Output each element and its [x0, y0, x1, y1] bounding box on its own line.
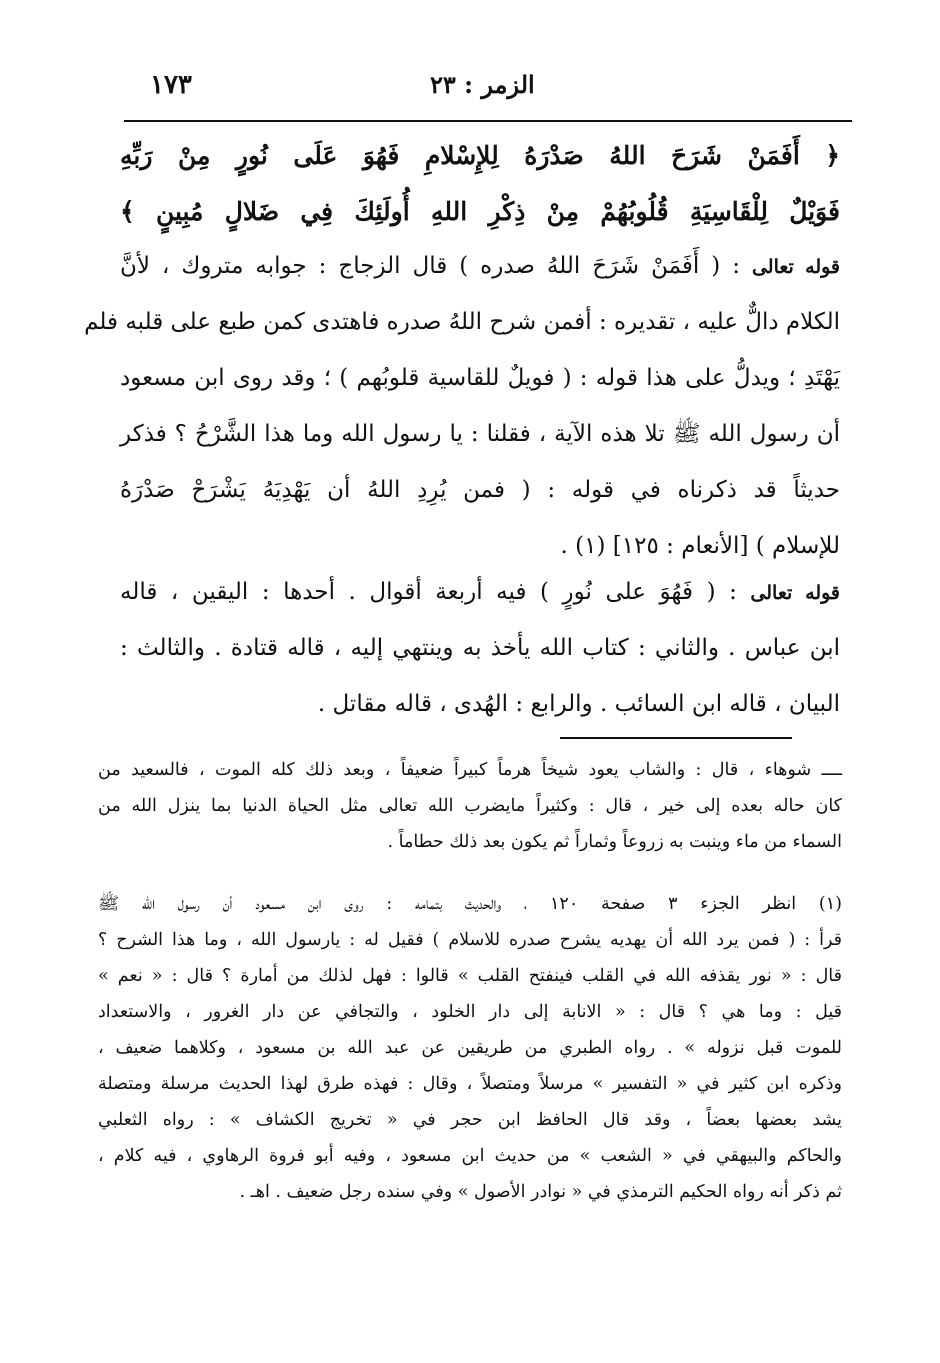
verse-block — [120, 128, 840, 240]
footnote-line: وذكره ابن كثير في « التفسير » مرسلاً ومتصلاً ، وقال : فهذه طرق لهذا الحديث مرسلة ومتصلة — [98, 1074, 842, 1094]
footnote-line: كان حاله بعده إلى خير ، قال : وكثيراً مايضرب الله تعالى مثل الحياة الدنيا بما ينزل الله من — [98, 796, 842, 816]
footnote-line: ثم ذكر أنه رواه الحكيم الترمذي في « نوادر الأصول » وفي سنده رجل ضعيف . اهـ . — [239, 1182, 842, 1202]
paragraph-line: البيان ، قاله ابن السائب . والرابع : الهُدى ، قاله مقاتل . — [317, 691, 840, 717]
page-header — [130, 70, 830, 110]
verse-line: ﴿ أَفَمَنْ شَرَحَ اللهُ صَدْرَهُ لِلإِسْلامِ فَهُوَ عَلَى نُورٍ مِنْ رَبِّهِ — [120, 141, 840, 170]
paragraph-line: أن رسول الله ﷺ تلا هذه الآية ، فقلنا : يا رسول الله وما هذا الشَّرْحُ ؟ فذكر — [120, 421, 840, 447]
footnote-line: ــــ شوهاء ، قال : والشاب يعود شيخاً هرماً كبيراً ضعيفاً ، وبعد ذلك كله الموت ، فالسعيد من — [98, 760, 842, 780]
header-rule — [124, 120, 852, 122]
footnote-line: (١) انظر الجزء ٣ صفحة ١٢٠ ، والحديث بتمامه : روى ابن مسعود أن رسول الله ﷺ — [98, 894, 842, 914]
paragraph-line: يَهْتَدِ ؛ ويدلُّ على هذا قوله : ( فويلٌ للقاسية قلوبُهم ) ؛ وقد روى ابن مسعود — [120, 365, 840, 391]
verse-line: فَوَيْلٌ لِلْقَاسِيَةِ قُلُوبُهُمْ مِنْ ذِكْرِ اللهِ أُولَئِكَ فِي ضَلالٍ مُبِينٍ ﴾ — [120, 197, 840, 226]
paragraph-text: : ( فَهُوَ على نُورٍ ) فيه أربعة أقوال . أحدها : اليقين ، قاله — [120, 579, 737, 605]
paragraph-text: : ( أَفَمَنْ شَرَحَ اللهُ صدره ) قال الزجاج : جوابه متروك ، لأنَّ — [120, 253, 740, 279]
paragraph-line: حديثاً قد ذكرناه في قوله : ( فمن يُرِدِ اللهُ أن يَهْدِيَهُ يَشْرَحْ صَدْرَهُ — [120, 477, 840, 503]
lead-phrase: قوله تعالى — [751, 256, 841, 278]
paragraph-line — [120, 238, 840, 294]
commentary-paragraph — [120, 564, 840, 732]
footnote-line: يشد بعضها بعضاً ، وقد قال الحافظ ابن حجر في « تخريج الكشاف » : رواه الثعلبي — [98, 1110, 842, 1130]
footnote-line: والحاكم والبيهقي في « الشعب » من حديث ابن مسعود ، وفيه أبو فروة الرهاوي ، فيه كلام ، — [98, 1146, 842, 1166]
footnote-line: للموت قبل نزوله » . رواه الطبري من طريقين عن عبد الله بن مسعود ، وكلاهما ضعيف ، — [98, 1038, 842, 1058]
footnote-separator — [560, 737, 792, 739]
page-number: ١٧٣ — [150, 70, 192, 100]
footnote-line: قرأ : ( فمن يرد الله أن يهديه يشرح صدره للاسلام ) فقيل له : يارسول الله ، وما هذا الشرح ؟ — [98, 930, 842, 950]
paragraph-line: للإسلام ) [الأنعام : ١٢٥] (١) . — [560, 533, 840, 559]
lead-phrase: قوله تعالى — [750, 582, 841, 604]
paragraph-line: ابن عباس . والثاني : كتاب الله يأخذ به وينتهي إليه ، قاله قتادة . والثالث : — [120, 635, 840, 661]
paragraph-line: الكلام دالٌّ عليه ، تقديره : أفمن شرح اللهُ صدره فاهتدى كمن طبع على قلبه فلم — [84, 309, 840, 335]
running-title: الزمر : ٢٣ — [430, 70, 535, 99]
paragraph-line — [120, 564, 840, 620]
footnote-continuation — [98, 752, 842, 860]
commentary-paragraph — [84, 238, 841, 574]
footnote-line: قيل : وما هي ؟ قال : « الانابة إلى دار الخلود ، والتجافي عن دار الغرور ، والاستعداد — [98, 1002, 842, 1022]
footnote-line: قال : « نور يقذفه الله في القلب فينفتح القلب » قالوا : فهل لذلك من أمارة ؟ قال : « نعم » — [98, 966, 842, 986]
footnote-line: السماء من ماء وينبت به زروعاً وثماراً ثم يكون بعد ذلك حطاماً . — [387, 832, 842, 852]
footnote-1 — [98, 886, 842, 1210]
